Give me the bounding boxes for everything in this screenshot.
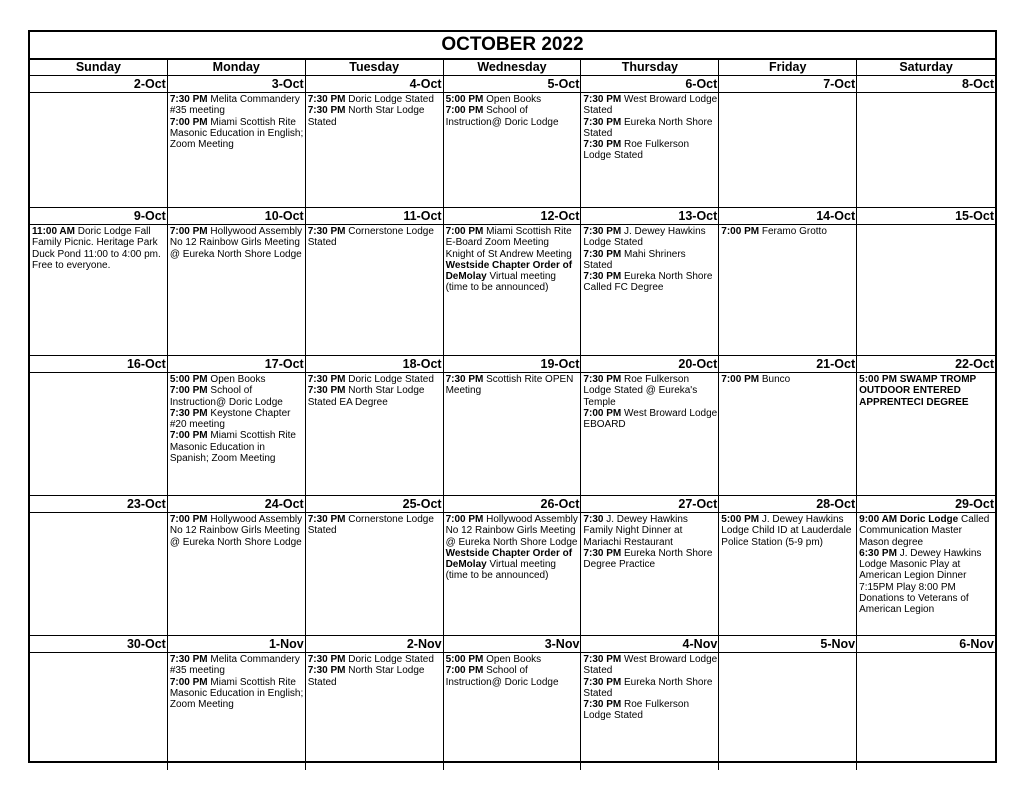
calendar-event	[446, 105, 580, 128]
day-cell	[444, 653, 582, 770]
calendar-week	[30, 636, 995, 770]
calendar-event	[308, 654, 442, 665]
event-time: 7:00 PM	[169, 430, 208, 442]
event-time: 7:30 PM	[583, 116, 622, 128]
calendar-event	[170, 94, 304, 117]
event-time: 7:00 PM	[169, 116, 208, 128]
date-label: 3-Nov	[444, 636, 582, 652]
calendar-event	[583, 249, 717, 272]
date-label: 30-Oct	[30, 636, 168, 652]
event-description: Eureka North Shore Stated	[583, 116, 713, 139]
date-label: 5-Nov	[719, 636, 857, 652]
events-row	[30, 93, 995, 207]
event-time: 7:30	[583, 514, 604, 525]
event-time: 7:30 PM	[307, 665, 346, 677]
calendar-title: OCTOBER 2022	[30, 32, 995, 60]
day-cell	[306, 225, 444, 355]
day-cell	[857, 653, 995, 770]
event-time: 7:00 PM	[445, 226, 484, 237]
event-description: North Star Lodge Stated EA Degree	[307, 385, 425, 408]
date-label: 4-Oct	[306, 76, 444, 92]
date-label: 17-Oct	[168, 356, 306, 372]
calendar-week	[30, 76, 995, 208]
events-row	[30, 513, 995, 635]
event-time: 5:00 PM SWAMP TROMP OUTDOOR ENTERED APPRENTECI DEGREE	[859, 374, 977, 408]
day-cell	[306, 373, 444, 495]
event-description: Hollywood Assembly No 12 Rainbow Girls Meeting @ Eureka North Shore Lodge	[445, 514, 578, 548]
calendar-event	[583, 699, 717, 722]
calendar-event	[583, 374, 717, 408]
day-header: Friday	[719, 60, 857, 75]
day-cell	[168, 93, 306, 207]
event-description: School of Instruction@ Doric Lodge	[445, 665, 559, 688]
day-cell	[444, 225, 582, 355]
event-description: J. Dewey Hawkins Lodge Stated	[583, 226, 706, 249]
calendar-week	[30, 356, 995, 496]
date-label: 18-Oct	[306, 356, 444, 372]
calendar-event	[170, 514, 304, 548]
event-time: 7:00 PM	[721, 374, 760, 385]
event-description: Called Communication Master Mason degree	[859, 514, 990, 548]
events-row	[30, 373, 995, 495]
event-time: 11:00 AM	[32, 226, 75, 237]
day-header: Thursday	[581, 60, 719, 75]
event-time: 7:00 PM	[169, 676, 208, 688]
event-time: 7:30 PM	[583, 676, 622, 688]
event-time: 7:30 PM	[307, 654, 346, 665]
calendar-event	[446, 374, 580, 397]
date-label: 6-Oct	[581, 76, 719, 92]
date-label: 8-Oct	[962, 77, 994, 91]
day-cell	[719, 225, 857, 355]
event-time: 7:00 PM	[721, 226, 760, 237]
day-header: Sunday	[30, 60, 168, 75]
date-label: 6-Nov	[959, 637, 994, 651]
date-label: 25-Oct	[306, 496, 444, 512]
event-time: 5:00 PM	[445, 654, 484, 665]
event-time: 7:30 PM	[307, 514, 346, 525]
date-label: 14-Oct	[719, 208, 857, 224]
date-label: 11-Oct	[306, 208, 444, 224]
date-label: 3-Oct	[168, 76, 306, 92]
calendar-week	[30, 208, 995, 356]
event-description: J. Dewey Hawkins Lodge Masonic Play at American Legion Dinner 7:15PM Play 8:00 PM Donations to Veterans of American Legion	[859, 547, 982, 616]
date-row	[30, 356, 995, 373]
event-description: Roe Fulkerson Lodge Stated	[583, 139, 690, 162]
event-description: West Broward Lodge EBOARD	[583, 407, 718, 431]
calendar-event	[446, 260, 580, 294]
event-description: Doric Lodge Fall Family Picnic. Heritage Park Duck Pond 11:00 to 4:00 pm. Free to everyone.	[32, 226, 161, 271]
day-cell	[306, 653, 444, 770]
event-description: Doric Lodge Stated	[345, 374, 434, 385]
calendar-week	[30, 496, 995, 636]
event-description: Eureka North Shore Stated	[583, 676, 713, 699]
event-time: 7:30 PM	[583, 271, 622, 283]
calendar-event	[859, 514, 994, 548]
calendar-event	[446, 654, 580, 665]
calendar-event	[859, 548, 994, 616]
calendar-event	[308, 105, 442, 128]
date-label: 21-Oct	[719, 356, 857, 372]
calendar	[28, 30, 997, 763]
day-cell	[444, 513, 582, 635]
event-description: Miami Scottish Rite E-Board Zoom Meeting Knight of St Andrew Meeting	[445, 226, 572, 260]
day-header: Wednesday	[444, 60, 582, 75]
calendar-event	[308, 665, 442, 688]
calendar-event	[446, 548, 580, 582]
day-cell	[581, 653, 719, 770]
date-label: 23-Oct	[30, 496, 168, 512]
calendar-event	[583, 139, 717, 162]
calendar-event	[583, 677, 717, 700]
event-description: Mahi Shriners Stated	[583, 248, 686, 271]
calendar-event	[721, 514, 855, 548]
event-time: 7:30 PM	[583, 374, 622, 385]
day-cell	[30, 373, 168, 495]
day-cell	[719, 653, 857, 770]
date-label: 9-Oct	[30, 208, 168, 224]
event-description: School of Instruction@ Doric Lodge	[169, 385, 283, 408]
event-description: Roe Fulkerson Lodge Stated @ Eureka's Temple	[583, 374, 698, 408]
date-label: 12-Oct	[444, 208, 582, 224]
date-label: 26-Oct	[444, 496, 582, 512]
event-time: 7:30 PM	[583, 547, 622, 559]
calendar-event	[583, 514, 717, 548]
event-description: J. Dewey Hawkins Family Night Dinner at Mariachi Restaurant	[583, 514, 688, 548]
event-description: Virtual meeting (time to be announced)	[445, 559, 556, 582]
event-time: 7:00 PM	[169, 226, 208, 237]
event-time: 9:00 AM Doric Lodge	[859, 514, 959, 525]
calendar-event	[170, 430, 304, 464]
date-label: 16-Oct	[30, 356, 168, 372]
event-description: Open Books	[483, 94, 542, 105]
calendar-event	[170, 677, 304, 711]
date-label: 20-Oct	[581, 356, 719, 372]
event-time: 7:30 PM	[307, 105, 346, 117]
event-description: Feramo Grotto	[759, 226, 827, 237]
day-cell	[30, 513, 168, 635]
event-description: Open Books	[207, 374, 266, 385]
event-description: Cornerstone Lodge Stated	[307, 514, 434, 537]
event-description: Hollywood Assembly No 12 Rainbow Girls Meeting @ Eureka North Shore Lodge	[169, 514, 303, 548]
event-description: Doric Lodge Stated	[345, 94, 434, 105]
date-label: 29-Oct	[955, 497, 994, 511]
event-description: J. Dewey Hawkins Lodge Child ID at Lauderdale Police Station (5-9 pm)	[721, 514, 852, 548]
event-description: North Star Lodge Stated	[307, 665, 425, 688]
date-label: 28-Oct	[719, 496, 857, 512]
day-cell	[581, 373, 719, 495]
days-of-week-header	[30, 60, 995, 76]
event-time: 7:30 PM	[169, 94, 208, 105]
calendar-event	[170, 117, 304, 151]
day-cell	[168, 653, 306, 770]
event-time: 5:00 PM	[445, 94, 484, 105]
date-label: 7-Oct	[719, 76, 857, 92]
date-label: 13-Oct	[581, 208, 719, 224]
day-cell	[581, 93, 719, 207]
calendar-event	[446, 226, 580, 260]
day-cell	[857, 225, 995, 355]
date-label: 19-Oct	[444, 356, 582, 372]
day-cell	[719, 513, 857, 635]
event-time: 7:30 PM	[583, 654, 622, 665]
calendar-event	[583, 117, 717, 140]
date-label: 10-Oct	[168, 208, 306, 224]
event-description: West Broward Lodge Stated	[583, 94, 718, 117]
event-description: School of Instruction@ Doric Lodge	[445, 105, 559, 128]
calendar-event	[308, 514, 442, 537]
calendar-event	[308, 374, 442, 385]
event-time: 7:30 PM	[307, 226, 346, 237]
calendar-event	[170, 374, 304, 385]
event-time: 7:30 PM	[583, 226, 622, 237]
calendar-event	[446, 94, 580, 105]
event-time: 7:00 PM	[169, 385, 208, 397]
day-cell	[719, 93, 857, 207]
date-label: 2-Oct	[30, 76, 168, 92]
calendar-event	[583, 271, 717, 294]
event-description: Bunco	[759, 374, 791, 385]
event-time: 7:30 PM	[583, 139, 622, 151]
event-description: West Broward Lodge Stated	[583, 654, 718, 677]
day-cell	[306, 513, 444, 635]
event-description: Cornerstone Lodge Stated	[307, 226, 434, 249]
day-cell	[857, 373, 995, 495]
event-time: 7:30 PM	[583, 248, 622, 260]
calendar-event	[583, 654, 717, 677]
day-header: Tuesday	[306, 60, 444, 75]
event-time: 7:30 PM	[307, 385, 346, 397]
event-description: Eureka North Shore Degree Practice	[583, 547, 713, 571]
day-header: Monday	[168, 60, 306, 75]
date-row	[30, 636, 995, 653]
event-time: 7:30 PM	[307, 374, 346, 385]
calendar-event	[721, 226, 855, 237]
event-time: 7:00 PM	[169, 514, 208, 525]
date-label: 1-Nov	[168, 636, 306, 652]
date-label: 4-Nov	[581, 636, 719, 652]
date-label: 2-Nov	[306, 636, 444, 652]
event-description: Open Books	[483, 654, 542, 665]
events-row	[30, 653, 995, 770]
day-header: Saturday	[899, 60, 953, 74]
calendar-event	[721, 374, 855, 385]
day-cell	[30, 653, 168, 770]
day-cell	[444, 373, 582, 495]
event-time: Westside Chapter Order of DeMolay	[445, 547, 573, 571]
date-row	[30, 496, 995, 513]
day-cell	[306, 93, 444, 207]
day-cell	[581, 513, 719, 635]
event-description: Miami Scottish Rite Masonic Education in English; Zoom Meeting	[169, 676, 304, 711]
event-time: 7:30 PM	[583, 94, 622, 105]
day-cell	[30, 93, 168, 207]
day-cell	[857, 93, 995, 207]
event-description: Scottish Rite OPEN Meeting	[445, 374, 574, 397]
date-row	[30, 76, 995, 93]
event-description: Hollywood Assembly No 12 Rainbow Girls Meeting @ Eureka North Shore Lodge	[169, 226, 303, 260]
day-cell	[168, 513, 306, 635]
date-label: 15-Oct	[955, 209, 994, 223]
calendar-event	[170, 654, 304, 677]
calendar-event	[308, 226, 442, 249]
calendar-event	[583, 408, 717, 431]
event-time: 7:30 PM	[169, 407, 208, 419]
calendar-weeks	[30, 76, 995, 770]
event-description: Virtual meeting (time to be announced)	[445, 271, 556, 294]
date-label: 27-Oct	[581, 496, 719, 512]
day-cell	[30, 225, 168, 355]
event-description: Eureka North Shore Called FC Degree	[583, 271, 713, 294]
day-cell	[444, 93, 582, 207]
calendar-event	[446, 514, 580, 548]
day-cell	[719, 373, 857, 495]
event-time: 5:00 PM	[721, 514, 760, 525]
event-time: 7:30 PM	[445, 374, 484, 385]
date-label: 24-Oct	[168, 496, 306, 512]
calendar-event	[583, 94, 717, 117]
calendar-event	[170, 226, 304, 260]
day-cell	[168, 225, 306, 355]
event-description: Roe Fulkerson Lodge Stated	[583, 699, 690, 722]
event-description: Keystone Chapter #20 meeting	[169, 407, 291, 431]
date-label: 5-Oct	[444, 76, 582, 92]
events-row	[30, 225, 995, 355]
event-time: 5:00 PM	[169, 374, 208, 385]
calendar-event	[32, 226, 166, 271]
event-time: 7:00 PM	[583, 407, 622, 419]
event-description: Melita Commandery #35 meeting	[169, 94, 300, 117]
event-time: 7:30 PM	[307, 94, 346, 105]
calendar-event	[446, 665, 580, 688]
event-description: Miami Scottish Rite Masonic Education in Spanish; Zoom Meeting	[169, 430, 296, 465]
event-description: Miami Scottish Rite Masonic Education in English; Zoom Meeting	[169, 116, 304, 151]
calendar-event	[583, 548, 717, 571]
calendar-event	[170, 408, 304, 431]
calendar-event	[308, 94, 442, 105]
date-label: 22-Oct	[955, 357, 994, 371]
calendar-event	[583, 226, 717, 249]
event-time: Westside Chapter Order of DeMolay	[445, 259, 573, 283]
day-cell	[581, 225, 719, 355]
calendar-event	[170, 385, 304, 408]
day-cell	[857, 513, 995, 635]
event-time: 7:00 PM	[445, 105, 484, 117]
day-cell	[168, 373, 306, 495]
event-description: Doric Lodge Stated	[345, 654, 434, 665]
event-description: North Star Lodge Stated	[307, 105, 425, 128]
event-time: 7:00 PM	[445, 514, 484, 525]
event-time: 7:30 PM	[583, 699, 622, 711]
event-time: 7:00 PM	[445, 665, 484, 677]
event-description: Melita Commandery #35 meeting	[169, 654, 300, 677]
calendar-event	[308, 385, 442, 408]
calendar-event	[859, 374, 994, 408]
date-row	[30, 208, 995, 225]
event-time: 6:30 PM	[859, 547, 897, 559]
event-time: 7:30 PM	[169, 654, 208, 665]
